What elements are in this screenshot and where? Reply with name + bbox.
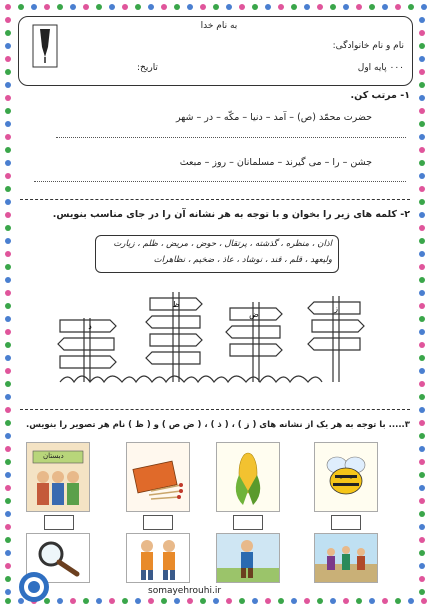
border-dot [330,598,336,604]
border-dot [419,368,425,374]
border-dot [213,598,219,604]
border-dot [369,598,375,604]
border-dot [200,4,206,10]
border-dot [252,4,258,10]
border-dot [419,212,425,218]
matchbox-icon [127,443,189,511]
border-dot [135,598,141,604]
border-dot [419,563,425,569]
border-dot [5,550,11,556]
border-dot [5,251,11,257]
border-dot [5,212,11,218]
border-dot [200,598,206,604]
border-dot [5,446,11,452]
border-dot [252,598,258,604]
basmala: به نام خدا [200,21,238,31]
border-dot [265,598,271,604]
border-dot [419,524,425,530]
border-dot [419,173,425,179]
border-dot [5,160,11,166]
border-dot [5,420,11,426]
border-dot [419,589,425,595]
border-dot [226,4,232,10]
boy-walking-icon [217,534,279,582]
border-dot [419,550,425,556]
border-dot [419,251,425,257]
border-dot [278,598,284,604]
picture-card-school [26,442,90,512]
border-dot [5,199,11,205]
border-dot [419,56,425,62]
border-dot [395,598,401,604]
border-dot [419,95,425,101]
border-dot [5,186,11,192]
picture-card-matches [126,442,190,512]
border-dot [5,225,11,231]
border-dot [291,598,297,604]
border-dot [317,598,323,604]
border-dot [70,4,76,10]
border-dot [5,316,11,322]
section1-sentence1: حضرت محمّد (ص) – آمد – دنیا – مکّه – در – شهر [175,112,372,123]
sign-label-1: ذ [88,322,92,331]
border-dot [419,472,425,478]
border-dot [419,433,425,439]
border-dot [161,4,167,10]
border-dot [5,264,11,270]
border-dot [356,4,362,10]
border-dot [174,4,180,10]
border-dot [5,173,11,179]
border-dot [419,186,425,192]
border-dot [5,485,11,491]
border-dot [5,368,11,374]
border-dot [419,199,425,205]
border-dot [419,43,425,49]
border-dot [5,277,11,283]
border-dot [83,4,89,10]
border-dot [419,238,425,244]
border-dot [317,4,323,10]
border-dot [419,303,425,309]
border-dot [57,598,63,604]
border-dot [5,303,11,309]
twin-boys-icon [127,534,189,582]
border-dot [419,342,425,348]
border-dot [382,4,388,10]
section-divider-2 [20,409,410,410]
border-dot [356,598,362,604]
border-dot [5,290,11,296]
name-label: نام و نام خانوادگی: [332,41,404,51]
picture-card-bee [314,442,378,512]
border-dot [5,342,11,348]
bee-icon [315,443,377,511]
border-dot [419,485,425,491]
sign-label-3: ض [249,310,259,319]
border-dot [5,511,11,517]
border-dot [419,316,425,322]
answer-line-1[interactable] [56,137,406,138]
grade-label: ۰۰۰ پایه اول [357,63,404,73]
corn-icon [217,443,279,511]
word-bank-row2: ولیعهد ، قلم ، قند ، نوشاد ، عاذ ، ضخیم ، نظاهرات [153,255,332,265]
border-dot [5,498,11,504]
header-box [18,16,413,86]
border-dot [5,459,11,465]
picture-card-boy [216,533,280,583]
border-dot [343,4,349,10]
border-dot [5,329,11,335]
border-dot [5,537,11,543]
border-dot [44,4,50,10]
logo-badge-icon [16,570,52,604]
border-dot [109,4,115,10]
border-dot [239,598,245,604]
picture-card-corn [216,442,280,512]
border-dot [5,524,11,530]
border-dot [343,598,349,604]
border-dot [174,598,180,604]
border-dot [213,4,219,10]
border-dot [5,589,11,595]
border-dot [5,56,11,62]
border-dot [5,433,11,439]
border-dot [122,4,128,10]
border-dot [148,598,154,604]
border-dot [122,598,128,604]
border-dot [5,30,11,36]
border-dot [419,277,425,283]
border-dot [419,69,425,75]
border-dot [187,4,193,10]
border-dot [57,4,63,10]
border-dot [5,17,11,23]
border-dot [5,95,11,101]
section1-title: ۱- مرتب کن. [350,90,410,101]
sign-label-4: ز [334,304,338,313]
border-dot [369,4,375,10]
border-dot [109,598,115,604]
border-dot [419,381,425,387]
border-dot [5,407,11,413]
border-dot [382,598,388,604]
answer-line-2[interactable] [34,181,406,182]
border-dot [304,4,310,10]
border-dot [278,4,284,10]
word-bank-row1: اذان ، منظره ، گذشته ، پرتقال ، حوض ، مریض ، ظلم ، زیارت [113,239,332,249]
border-dot [5,381,11,387]
border-dot [330,4,336,10]
picture-card-twins [126,533,190,583]
border-dot [419,329,425,335]
border-dot [419,121,425,127]
section-divider-1 [20,199,410,200]
border-dot [419,459,425,465]
border-dot [419,82,425,88]
border-dot [5,147,11,153]
border-dot [5,82,11,88]
border-dot [5,121,11,127]
border-dot [135,4,141,10]
border-dot [239,4,245,10]
answer-box-4[interactable] [331,515,361,530]
section3-title: ۳..... با توجه به هر یک از نشانه های ( ز ) ، ( ذ ) ، ( ض ص ) و ( ظ ) نام هر تصویر را بنویس. [25,420,410,430]
border-dot [419,17,425,23]
answer-box-3[interactable] [233,515,263,530]
answer-box-2[interactable] [143,515,173,530]
border-dot [96,598,102,604]
first-card-caption: دبستان [43,452,64,460]
border-dot [187,598,193,604]
border-dot [419,576,425,582]
border-dot [419,30,425,36]
border-dot [419,108,425,114]
border-dot [5,576,11,582]
left-dot-border [0,0,16,608]
border-dot [5,69,11,75]
border-dot [419,355,425,361]
section2-title: ۲- کلمه های زیر را بخوان و با توجه به هر نشانه آن را در جای مناسب بنویس. [52,209,410,220]
border-dot [304,598,310,604]
answer-box-1[interactable] [44,515,74,530]
border-dot [5,472,11,478]
word-bank-box [95,235,339,273]
border-dot [5,394,11,400]
right-dot-border [414,0,430,608]
border-dot [5,238,11,244]
border-dot [5,108,11,114]
sign-label-2: ظ [172,300,180,309]
border-dot [419,225,425,231]
bottom-dot-border [0,594,430,608]
signposts-illustration [40,278,390,398]
border-dot [419,264,425,270]
border-dot [161,598,167,604]
border-dot [148,4,154,10]
border-dot [18,4,24,10]
border-dot [265,4,271,10]
border-dot [419,134,425,140]
section1-sentence2: جشن – را – می گیرند – مسلمانان – روز – مبعث [179,157,372,168]
border-dot [31,4,37,10]
border-dot [419,147,425,153]
border-dot [5,134,11,140]
border-dot [419,290,425,296]
border-dot [5,355,11,361]
border-dot [5,43,11,49]
border-dot [419,160,425,166]
border-dot [96,4,102,10]
top-dot-border [0,0,430,14]
border-dot [419,420,425,426]
border-dot [5,563,11,569]
picture-card-crowd [314,533,378,583]
border-dot [419,446,425,452]
website-url[interactable]: somayehrouhi.ir [148,586,222,596]
border-dot [395,4,401,10]
border-dot [70,598,76,604]
border-dot [419,537,425,543]
border-dot [419,394,425,400]
border-dot [291,4,297,10]
border-dot [419,407,425,413]
quill-pen-icon [31,23,59,69]
date-label: تاریخ: [137,63,158,73]
border-dot [83,598,89,604]
border-dot [226,598,232,604]
border-dot [419,498,425,504]
border-dot [419,511,425,517]
people-outdoors-icon [315,534,377,582]
